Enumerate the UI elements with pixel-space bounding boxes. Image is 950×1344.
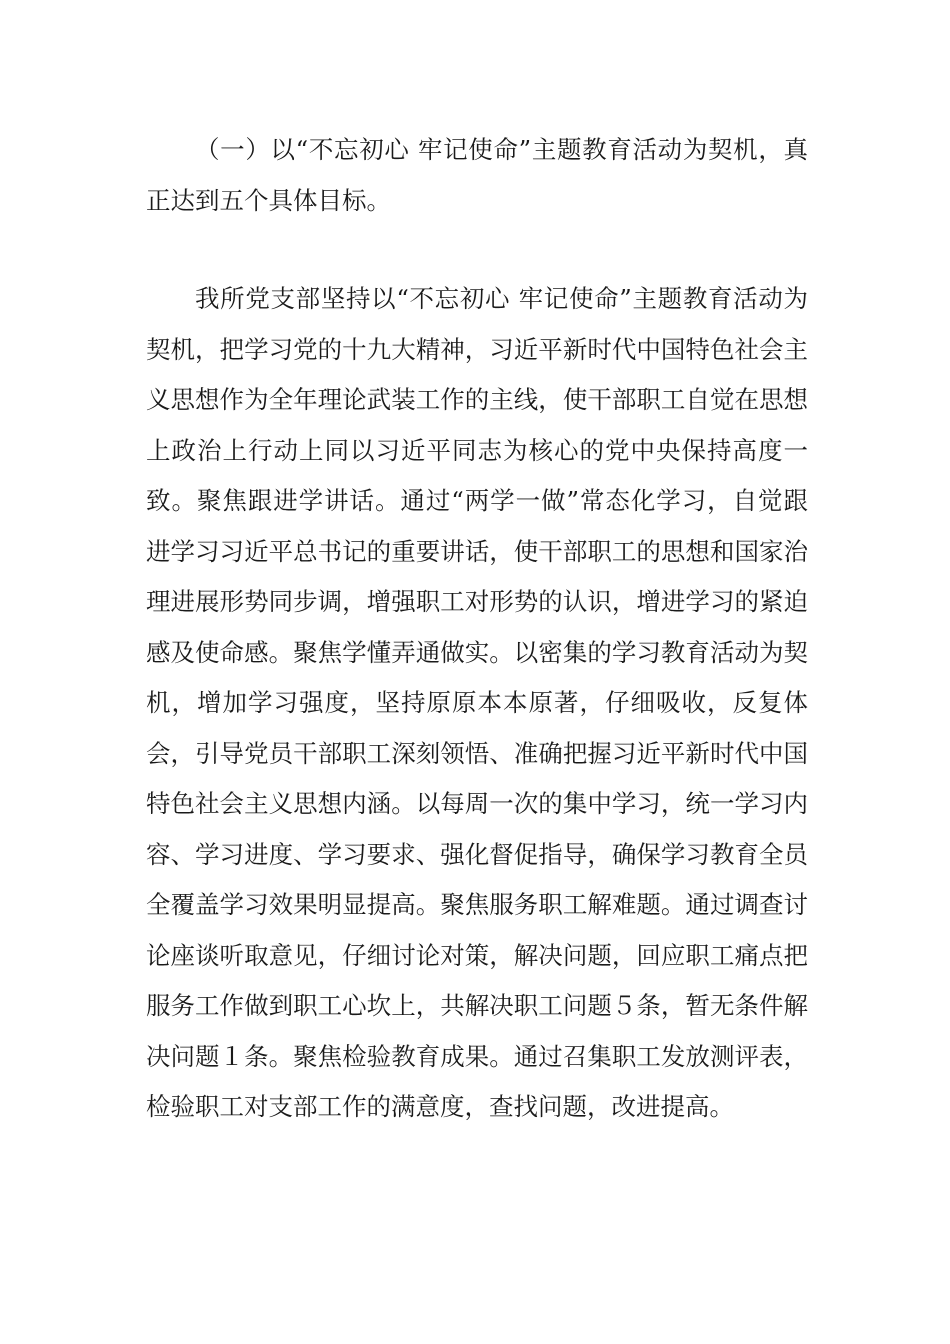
body-paragraph: 我所党支部坚持以“不忘初心 牢记使命”主题教育活动为契机，把学习党的十九大精神，习近平新时代中国特色社会主义思想作为全年理论武装工作的主线，使干部职工自觉在思想上政治上行动上同以习近平同志为核心的党中央保持高度一致。聚焦跟进学讲话。通过“两学一做”常态化学习，自觉跟进学习习近平总书记的重要讲话，使干部职工的思想和国家治理进展形势同步调，增强职工对形势的认识，增进学习的紧迫感及使命感。聚焦学懂弄通做实。以密集的学习教育活动为契机，增加学习强度，坚持原原本本原著，仔细吸收，反复体会，引导党员干部职工深刻领悟、准确把握习近平新时代中国特色社会主义思想内涵。以每周一次的集中学习，统一学习内容、学习进度、学习要求、强化督促指导，确保学习教育全员全覆盖学习效果明显提高。聚焦服务职工解难题。通过调查讨论座谈听取意见，仔细讨论对策，解决问题，回应职工痛点把服务工作做到职工心坎上，共解决职工问题５条，暂无条件解决问题１条。聚焦检验教育成果。通过召集职工发放测评表，检验职工对支部工作的满意度，查找问题，改进提高。 [146, 284, 808, 1121]
section-heading: （一）以“不忘初心 牢记使命”主题教育活动为契机，真正达到五个具体目标。 [146, 135, 808, 215]
